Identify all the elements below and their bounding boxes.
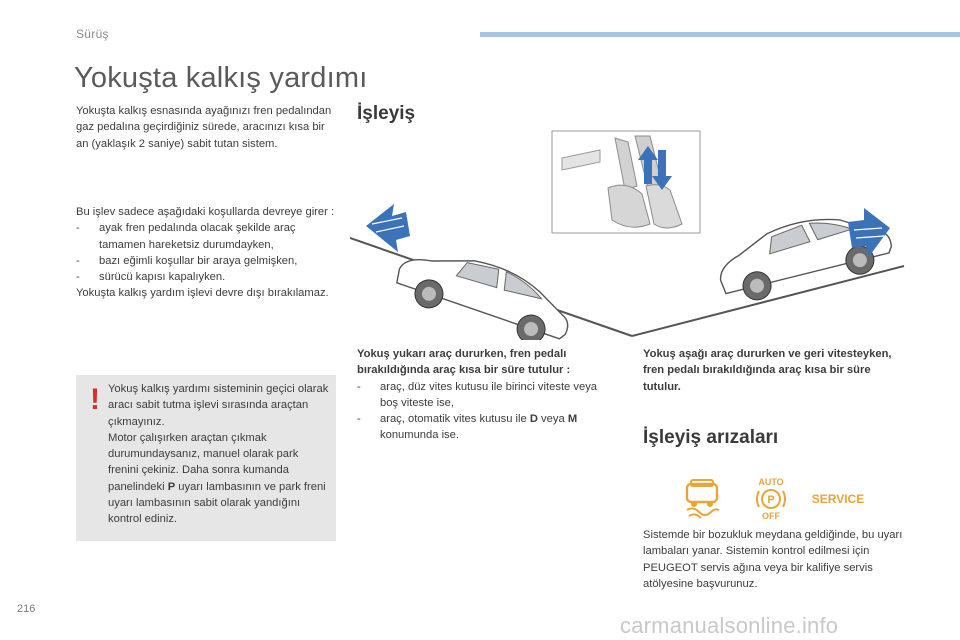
downhill-caption: Yokuş aşağı araç dururken ve geri vitesteyken, fren pedalı bırakıldığında araç kısa bir süre tutulur. bbox=[643, 348, 892, 393]
car-uphill bbox=[390, 237, 579, 340]
warning-text bbox=[108, 381, 330, 528]
list-item-text: konumunda ise. bbox=[380, 429, 459, 442]
page-number: 216 bbox=[17, 603, 36, 615]
hill-assist-warning-icon bbox=[687, 480, 719, 518]
header-accent-bar bbox=[480, 32, 960, 37]
watermark: carmanualsonline.info bbox=[620, 613, 839, 638]
gear-d-label: D bbox=[529, 413, 538, 426]
uphill-caption-block bbox=[357, 346, 607, 444]
conditions-block bbox=[76, 204, 341, 302]
warning-text-1: Yokuş kalkış yardımı sisteminin geçici olarak aracı sabit tutma işlevi sırasında araçtan çıkmayınız. bbox=[108, 383, 329, 428]
uphill-caption: Yokuş yukarı araç dururken, fren pedalı bırakıldığında araç kısa bir süre tutulur : bbox=[357, 348, 571, 377]
list-item: - sürücü kapısı kapalıyken. bbox=[76, 271, 226, 284]
list-dash: - bbox=[357, 413, 361, 426]
list-item bbox=[357, 411, 607, 444]
list-item-text: veya bbox=[537, 413, 568, 426]
conditions-list bbox=[76, 220, 341, 285]
list-item-text: araç, otomatik vites kutusu ile bbox=[380, 413, 530, 426]
list-item-text: bazı eğimli koşullar bir araya gelmişken, bbox=[99, 254, 298, 267]
gear-m-label: M bbox=[567, 413, 578, 426]
conditions-note: Yokuşta kalkış yardım işlevi devre dışı bırakılamaz. bbox=[76, 287, 329, 300]
intro-paragraph: Yokuşta kalkış esnasında ayağınızı fren pedalından gaz pedalına geçirdiğiniz sürede, aracınızı kısa bir an (yaklaşık 2 saniye) sabit tutan sistem. bbox=[76, 105, 332, 150]
list-item: - ayak fren pedalında olacak şekilde araç tamamen hareketsiz durumdayken, bbox=[76, 222, 296, 251]
auto-label: AUTO bbox=[758, 477, 784, 487]
off-label: OFF bbox=[762, 511, 780, 521]
warning-lamps bbox=[683, 476, 873, 522]
list-dash: - bbox=[357, 380, 361, 393]
pedal-inset bbox=[552, 131, 700, 233]
heading-operation: İşleyiş bbox=[357, 103, 416, 124]
conditions-lead: Bu işlev sadece aşağıdaki koşullarda devreye girer : bbox=[76, 206, 335, 218]
warning-text-2 bbox=[108, 430, 330, 528]
warning-text-2b: uyarı lambasının ve park freni uyarı lambasının sabit olarak yandığını kontrol ediniz. bbox=[108, 480, 326, 526]
page-title: Yokuşta kalkış yardımı bbox=[74, 62, 368, 94]
list-item bbox=[357, 379, 607, 412]
uphill-list bbox=[357, 379, 607, 444]
warning-text-2a: Motor çalışırken araçtan çıkmak durumundaysanız, manuel olarak park frenini çekiniz. Daha sonra kumanda panelindeki bbox=[108, 431, 299, 493]
warning-key-p: P bbox=[167, 480, 176, 493]
list-item: - bazı eğimli koşullar bir araya gelmişken, bbox=[76, 254, 298, 267]
hill-start-illustration bbox=[350, 128, 910, 340]
fault-paragraph: Sistemde bir bozukluk meydana geldiğinde, bu uyarı lambaları yanar. Sistemin kontrol edilmesi için PEUGEOT servis ağına veya bir kalifiye servis atölyesine başvurunuz. bbox=[643, 529, 903, 590]
heading-faults: İşleyiş arızaları bbox=[643, 427, 779, 448]
list-item-text: sürücü kapısı kapalıyken. bbox=[99, 271, 226, 284]
warning-exclamation-icon: ! bbox=[90, 383, 100, 416]
auto-p-off-icon bbox=[757, 477, 785, 521]
section-label: Sürüş bbox=[76, 27, 109, 41]
service-icon: SERVICE bbox=[811, 492, 865, 506]
p-label: P bbox=[767, 494, 775, 506]
list-item-text: ayak fren pedalında olacak şekilde araç tamamen hareketsiz durumdayken, bbox=[99, 222, 296, 251]
list-item-text: araç, düz vites kutusu ile birinci viteste veya boş viteste ise, bbox=[380, 380, 598, 409]
